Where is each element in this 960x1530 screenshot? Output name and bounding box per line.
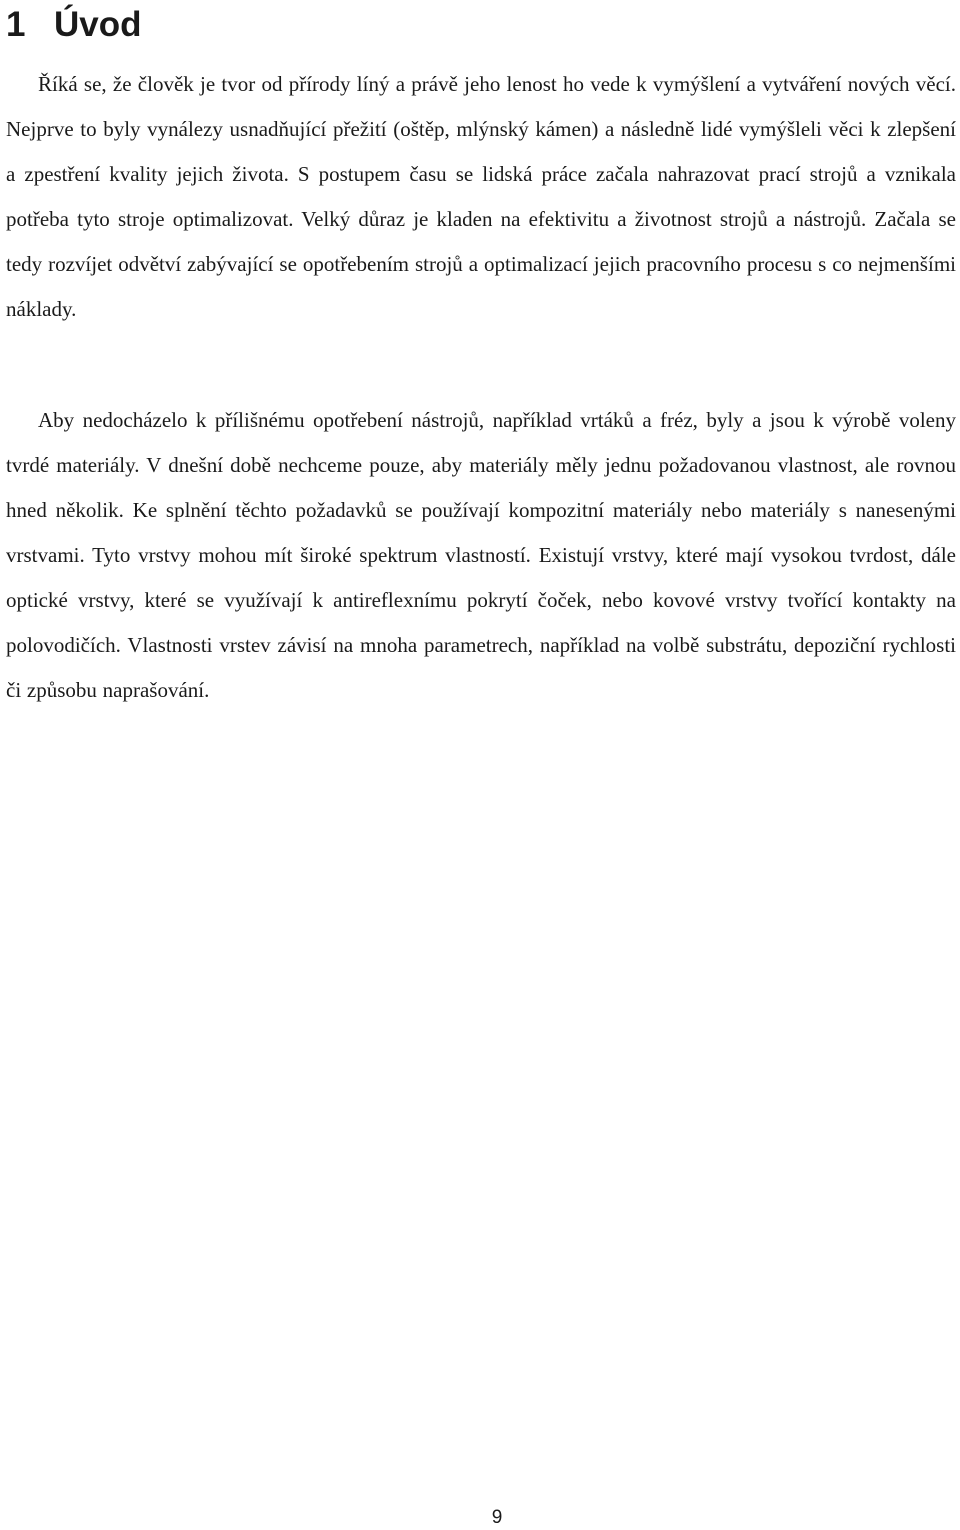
paragraph-materials: Aby nedocházelo k přílišnému opotřebení nástrojů, například vrtáků a fréz, byly a jsou k výrobě voleny tvrdé materiály. V dnešní době nechceme pouze, aby materiály měly jednu požadovanou vlastnost, ale rovnou hned několik. Ke splnění těchto požadavků se používají kompozitní materiály nebo materiály s nanesenými vrstvami. Tyto vrstvy mohou mít široké spektrum vlastností. Existují vrstvy, které mají vysokou tvrdost, dále optické vrstvy, které se využívají k antireflexnímu pokrytí čoček, nebo kovové vrstvy tvořící kontakty na polovodičích. Vlastnosti vrstev závisí na mnoha parametrech, například na volbě substrátu, depoziční rychlosti či způsobu naprašování. xyxy=(6,408,956,702)
chapter-title: Úvod xyxy=(54,5,142,44)
chapter-heading xyxy=(6,0,142,50)
chapter-number: 1 xyxy=(6,5,26,44)
paragraph-intro: Říká se, že člověk je tvor od přírody líný a právě jeho lenost ho vede k vymýšlení a vytváření nových věcí. Nejprve to byly vynálezy usnadňující přežití (oštěp, mlýnský kámen) a následně lidé vymýšleli věci k zlepšení a zpestření kvality jejich života. S postupem času se lidská práce začala nahrazovat prací strojů a vznikala potřeba tyto stroje optimalizovat. Velký důraz je kladen na efektivitu a životnost strojů a nástrojů. Začala se tedy rozvíjet odvětví zabývající se opotřebením strojů a optimalizací jejich pracovního procesu s co nejmenšími náklady. xyxy=(6,72,956,321)
page-number: 9 xyxy=(491,1507,503,1528)
